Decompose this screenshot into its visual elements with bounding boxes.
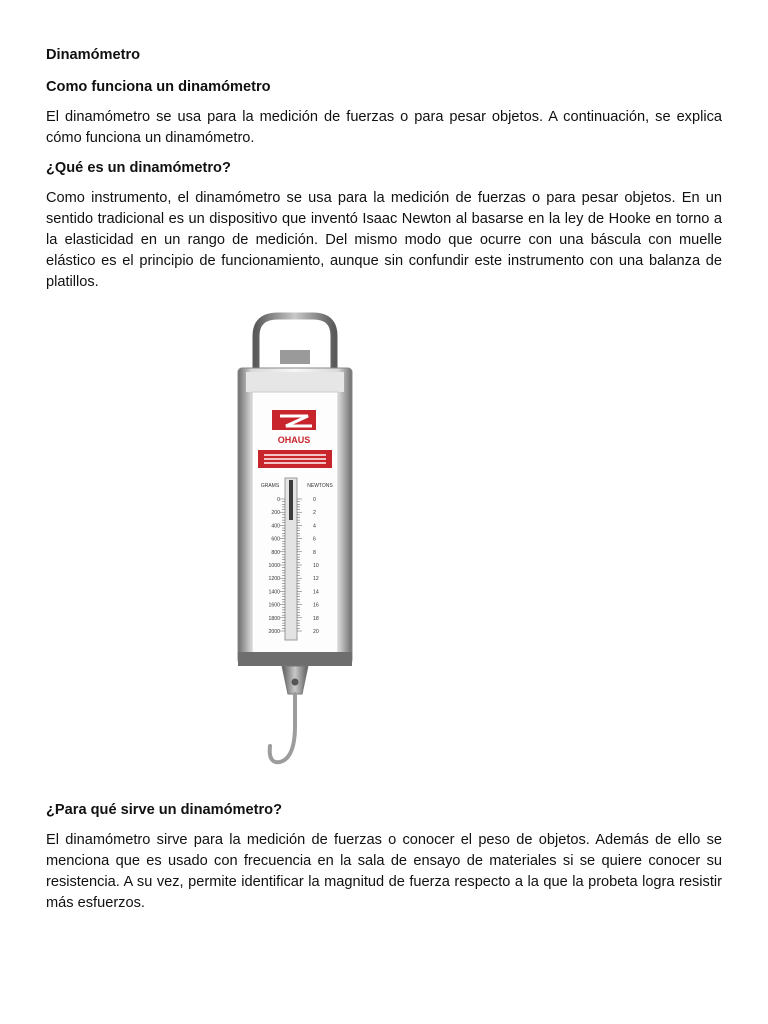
grams-tick-label: 800 [271,549,280,556]
paragraph-intro: El dinamómetro se usa para la medición de fuerzas o para pesar objetos. A continuación, se explica cómo funciona un dinamómetro. [46,109,722,146]
newtons-unit-label: NEWTONS [307,483,333,489]
heading-what-for: ¿Para qué sirve un dinamómetro? [46,802,282,818]
hook [270,694,295,762]
grams-tick-label: 1800 [268,615,280,622]
dynamometer-photo [208,306,518,790]
heading-how-it-works: Como funciona un dinamómetro [46,79,271,95]
newtons-tick-label: 18 [313,615,319,622]
grams-tick-label: 400 [271,523,280,530]
grams-tick-label: 1600 [268,602,280,609]
paragraph-what-is: Como instrumento, el dinamómetro se usa para la medición de fuerzas o para pesar objetos. En un sentido tradicional es un dispositivo que inventó Isaac Newton al basarse en la ley de Hooke en torno a la elasticidad en un rango de medición. Del mismo modo que ocurre con una báscula con muelle elástico es el principio de funcionamiento, aunque sin confundir este instrumento con una balanza de platillos. [46,190,722,290]
newtons-tick-label: 14 [313,589,319,596]
newtons-tick-label: 10 [313,563,319,569]
newtons-tick-label: 2 [313,510,316,517]
grams-tick-label: 0 [277,497,280,503]
paragraph-what-for: El dinamómetro sirve para la medición de fuerzas o conocer el peso de objetos. Además de ello se menciona que es usado con frecuencia en la sala de ensayo de materiales si se quiere conocer su resistencia. A su vez, permite identificar la magnitud de fuerza respecto a la que la probeta logra resistir más esfuerzos. [46,832,722,911]
newtons-tick-label: 20 [313,629,319,635]
grams-tick-label: 1000 [268,563,280,569]
ohaus-logo [272,410,316,445]
grams-tick-label: 1400 [268,589,280,596]
document-title: Dinamómetro [46,47,141,63]
heading-what-is: ¿Qué es un dinamómetro? [46,160,231,176]
newtons-tick-label: 4 [313,523,316,530]
newtons-tick-label: 12 [313,576,319,583]
grams-tick-label: 2000 [268,629,280,635]
newtons-tick-label: 0 [313,497,316,503]
brand-label: OHAUS [277,435,311,445]
grams-tick-label: 600 [271,536,280,543]
grams-tick-label: 200 [271,510,280,517]
grams-tick-label: 1200 [268,576,280,583]
newtons-tick-label: 8 [313,549,316,556]
newtons-tick-label: 16 [313,602,319,609]
newtons-tick-label: 6 [313,536,316,543]
grams-unit-label: GRAMS [260,483,280,489]
